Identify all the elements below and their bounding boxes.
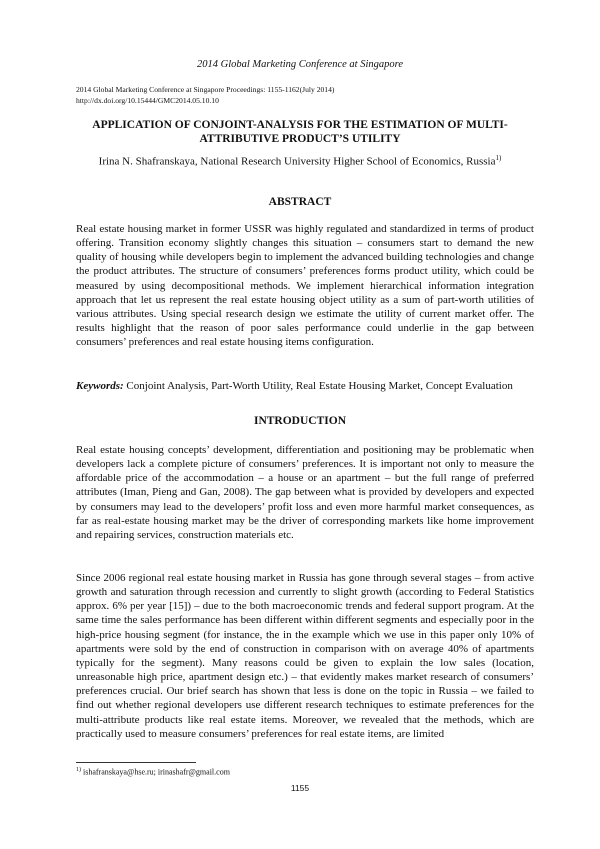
intro-paragraph-1: Real estate housing concepts’ development, differentiation and positioning may be problematic when developers lack a complete picture of consumers’ preferences. It is important not only to measure the affordable price of the accommodation – a house or an apartment – but the full range of preferred attributes (Iman, Pieng and Gan, 2008). The gap between what is provided by developers and expected by consumers may lead to the developers’ profit loss and even more harmful market consequences, as far as real-estate housing market may be the driver of corresponding markets like home improvement and repairing services, construction materials etc. — [76, 444, 534, 541]
running-header: 2014 Global Marketing Conference at Singapore — [197, 59, 403, 70]
paper-title: APPLICATION OF CONJOINT-ANALYSIS FOR THE ESTIMATION OF MULTI-ATTRIBUTIVE PRODUCT’S UTILITY — [92, 119, 508, 145]
author-footnote-marker: 1) — [495, 154, 502, 162]
abstract-heading: ABSTRACT — [268, 196, 332, 208]
introduction-heading: INTRODUCTION — [253, 415, 346, 427]
proceedings-citation: 2014 Global Marketing Conference at Singapore Proceedings: 1155-1162(July 2014) — [76, 85, 335, 94]
footnote-emails: ishafranskaya@hse.ru; irinashafr@gmail.com — [81, 767, 230, 777]
author-line — [60, 154, 540, 168]
footnote-divider — [76, 762, 196, 763]
abstract-text: Real estate housing market in former USSR was highly regulated and standardized in terms of product offering. Transition economy slightly changes this situation – consumers start to demand the new quality of housing while developers begin to implement the advanced building technologies and change the product attributes. The structure of consumers’ preferences forms product utility, which could be measured by using decompositional methods. We implement hierarchical information integration approach that let us represent the real estate housing object utility as a sum of part-worth utilities of various attributes. Using special research design we estimate the utility of current market offer. The results highlight that the reason of poor sales performance could underlie in the gap between consumers’ preferences and real estate housing items configuration. — [76, 223, 534, 349]
author-names: Irina N. Shafranskaya, National Research University Higher School of Economics, Russia — [98, 155, 496, 168]
keywords-label: Keywords: — [76, 380, 124, 392]
footnote-marker: 1) — [76, 767, 81, 773]
doi-link[interactable]: http://dx.doi.org/10.15444/GMC2014.05.10.10 — [76, 96, 219, 105]
footnote — [76, 767, 536, 777]
intro-paragraph-2: Since 2006 regional real estate housing market in Russia has gone through several stages – from active growth and saturation through recession and currently to slight growth (according to Federal Statistics approx. 6% per year [15]) – due to the both macroeconomic trends and federal support program. At the same time the sales performance has been different within different segments and especially poor in the high-price housing segment (for instance, the in the example which we use in this paper only 10% of apartments were sold by the end of construction in comparison with on average 40% of apartments typically for the segment). Many reasons could be given to explain the low sales (location, unreasonable high price, apartment design etc.) – that evidently makes market research of consumers’ preferences crucial. Our brief search has shown that less is done on the topic in Russia – we failed to find out whether regional developers use different research techniques to estimate preferences for the multi-attribute products like real estate items. Moreover, we revealed that the methods, which are practically used to measure consumers’ preferences for real estate items, are limited — [76, 572, 534, 740]
keywords-text: Conjoint Analysis, Part-Worth Utility, Real Estate Housing Market, Concept Evaluation — [123, 380, 513, 392]
keywords — [76, 379, 534, 393]
proceedings-info — [76, 84, 536, 106]
page-number: 1155 — [290, 783, 310, 793]
